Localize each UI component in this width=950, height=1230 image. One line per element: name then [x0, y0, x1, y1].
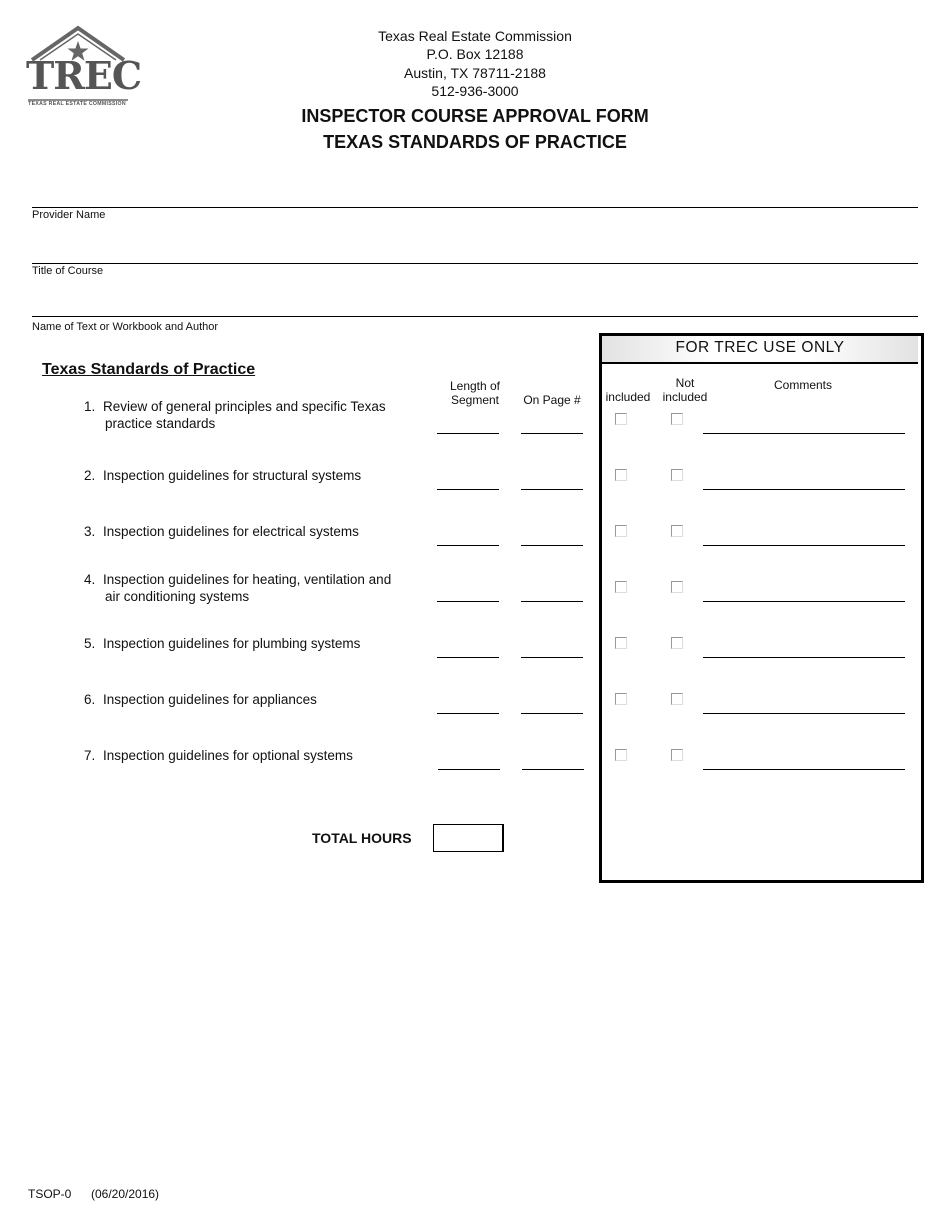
included-column-header: included — [605, 390, 651, 404]
segment-length-input[interactable] — [437, 601, 499, 602]
form-subtitle: TEXAS STANDARDS OF PRACTICE — [323, 132, 627, 152]
comments-column-header: Comments — [773, 378, 832, 392]
po-box: P.O. Box 12188 — [426, 46, 524, 62]
course-title-input[interactable] — [32, 263, 918, 264]
segment-length-input[interactable] — [437, 657, 499, 658]
included-checkbox[interactable] — [615, 469, 627, 481]
comments-input[interactable] — [703, 657, 905, 658]
list-item: 6. Inspection guidelines for appliances — [84, 692, 317, 707]
total-hours-label: TOTAL HOURS — [312, 830, 412, 846]
text-author-input[interactable] — [32, 316, 918, 317]
trec-use-banner: FOR TREC USE ONLY — [602, 336, 918, 364]
not-included-checkbox[interactable] — [671, 469, 683, 481]
segment-length-input[interactable] — [438, 769, 500, 770]
page-number-input[interactable] — [521, 489, 583, 490]
provider-name-input[interactable] — [32, 207, 918, 208]
included-checkbox[interactable] — [615, 525, 627, 537]
not-included-checkbox[interactable] — [671, 749, 683, 761]
segment-length-input[interactable] — [437, 713, 499, 714]
comments-input[interactable] — [703, 545, 905, 546]
form-id: TSOP-0 — [28, 1187, 72, 1201]
comments-input[interactable] — [703, 433, 905, 434]
comments-input[interactable] — [703, 489, 905, 490]
not-included-checkbox[interactable] — [671, 413, 683, 425]
comments-input[interactable] — [703, 601, 905, 602]
list-item: 4. Inspection guidelines for heating, ventilation and air conditioning systems — [84, 572, 392, 604]
included-checkbox[interactable] — [615, 413, 627, 425]
segment-length-input[interactable] — [437, 545, 499, 546]
phone-number: 512-936-3000 — [431, 83, 519, 99]
list-item: 5. Inspection guidelines for plumbing systems — [84, 636, 361, 651]
segment-length-input[interactable] — [437, 489, 499, 490]
text-author-label: Name of Text or Workbook and Author — [32, 321, 219, 333]
list-item: 2. Inspection guidelines for structural systems — [84, 468, 362, 483]
logo-subtext: TEXAS REAL ESTATE COMMISSION — [28, 101, 126, 107]
logo-wordmark: TREC — [26, 53, 142, 98]
trec-use-panel — [599, 333, 924, 883]
total-hours-input[interactable] — [433, 824, 504, 852]
page-number-input[interactable] — [521, 433, 583, 434]
page-number-input[interactable] — [521, 657, 583, 658]
segment-length-input[interactable] — [437, 433, 499, 434]
included-checkbox[interactable] — [615, 749, 627, 761]
form-title: INSPECTOR COURSE APPROVAL FORM — [301, 106, 649, 126]
provider-name-label: Provider Name — [32, 209, 106, 221]
page-column-header: On Page # — [523, 393, 581, 407]
included-checkbox[interactable] — [615, 637, 627, 649]
included-checkbox[interactable] — [615, 581, 627, 593]
comments-input[interactable] — [703, 769, 905, 770]
not-included-column-header: Not included — [662, 376, 708, 404]
not-included-checkbox[interactable] — [671, 693, 683, 705]
page-number-input[interactable] — [521, 713, 583, 714]
page-number-input[interactable] — [521, 601, 583, 602]
section-heading: Texas Standards of Practice — [42, 361, 256, 378]
form-date: (06/20/2016) — [91, 1187, 160, 1201]
list-item: 1. Review of general principles and specific Texas practice standards — [84, 399, 386, 431]
list-item: 3. Inspection guidelines for electrical systems — [84, 524, 359, 539]
list-item: 7. Inspection guidelines for optional systems — [84, 748, 353, 763]
course-title-label: Title of Course — [32, 265, 104, 277]
agency-name: Texas Real Estate Commission — [378, 28, 572, 44]
length-column-header: Length of Segment — [449, 379, 501, 407]
page-number-input[interactable] — [521, 545, 583, 546]
city-state-zip: Austin, TX 78711-2188 — [404, 65, 546, 81]
not-included-checkbox[interactable] — [671, 525, 683, 537]
not-included-checkbox[interactable] — [671, 637, 683, 649]
not-included-checkbox[interactable] — [671, 581, 683, 593]
page-number-input[interactable] — [522, 769, 584, 770]
included-checkbox[interactable] — [615, 693, 627, 705]
comments-input[interactable] — [703, 713, 905, 714]
